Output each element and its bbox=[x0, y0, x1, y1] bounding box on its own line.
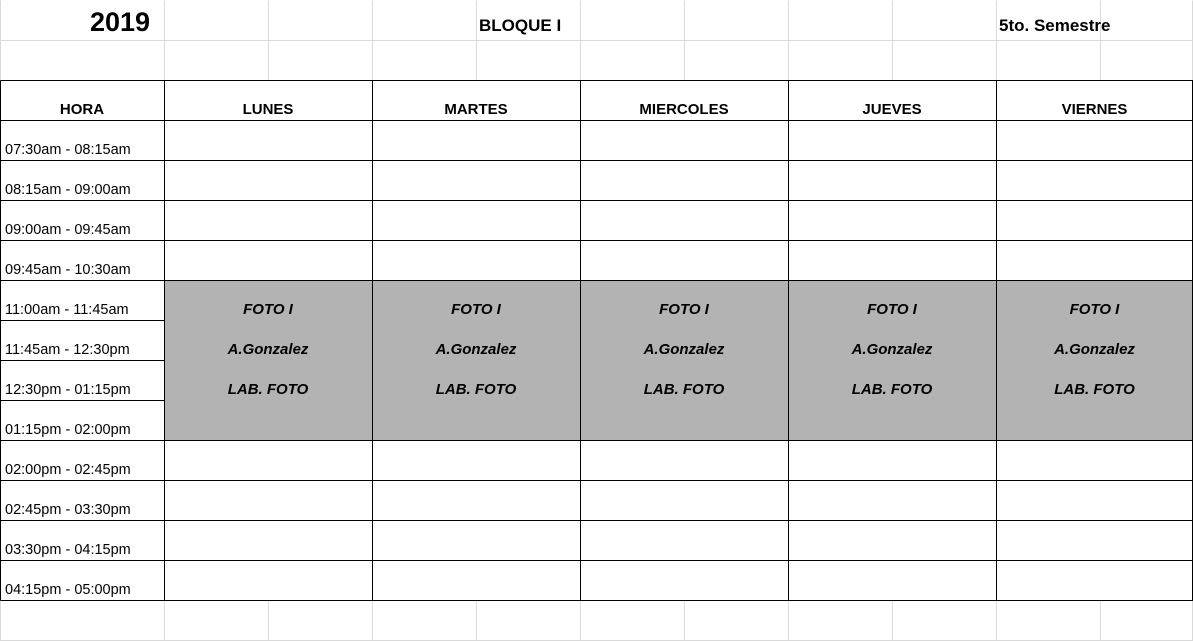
class-teacher-viernes: A.Gonzalez bbox=[1054, 341, 1135, 358]
class-subject-jueves: FOTO I bbox=[867, 301, 917, 318]
year-title: 2019 bbox=[90, 7, 151, 37]
time-slot: 03:30pm - 04:15pm bbox=[5, 542, 131, 558]
time-slot: 09:00am - 09:45am bbox=[5, 222, 131, 238]
column-header-jueves: JUEVES bbox=[862, 101, 922, 118]
column-header-lunes: LUNES bbox=[242, 101, 294, 118]
class-room-jueves: LAB. FOTO bbox=[851, 381, 933, 398]
class-room-martes: LAB. FOTO bbox=[435, 381, 517, 398]
time-slot: 07:30am - 08:15am bbox=[5, 142, 131, 158]
semester-title: 5to. Semestre bbox=[999, 16, 1111, 35]
class-subject-viernes: FOTO I bbox=[1069, 301, 1120, 318]
time-slot: 01:15pm - 02:00pm bbox=[5, 422, 131, 438]
class-teacher-martes: A.Gonzalez bbox=[435, 341, 517, 358]
class-teacher-lunes: A.Gonzalez bbox=[227, 341, 309, 358]
class-room-miercoles: LAB. FOTO bbox=[643, 381, 725, 398]
column-header-miercoles: MIERCOLES bbox=[639, 101, 729, 118]
time-slot: 02:45pm - 03:30pm bbox=[5, 502, 131, 518]
class-room-viernes: LAB. FOTO bbox=[1054, 381, 1135, 398]
time-slot: 08:15am - 09:00am bbox=[5, 182, 131, 198]
class-subject-martes: FOTO I bbox=[451, 301, 501, 318]
class-subject-lunes: FOTO I bbox=[243, 301, 293, 318]
class-teacher-miercoles: A.Gonzalez bbox=[643, 341, 725, 358]
block-title: BLOQUE I bbox=[479, 16, 562, 35]
class-subject-miercoles: FOTO I bbox=[659, 301, 709, 318]
time-slot: 11:45am - 12:30pm bbox=[5, 342, 130, 358]
time-slot: 04:15pm - 05:00pm bbox=[5, 582, 131, 598]
time-slot: 09:45am - 10:30am bbox=[5, 262, 131, 278]
column-header-hora: HORA bbox=[59, 101, 105, 118]
class-teacher-jueves: A.Gonzalez bbox=[851, 341, 933, 358]
class-room-lunes: LAB. FOTO bbox=[227, 381, 309, 398]
column-header-viernes: VIERNES bbox=[1061, 101, 1128, 118]
time-slot: 11:00am - 11:45am bbox=[5, 302, 129, 318]
column-header-martes: MARTES bbox=[444, 101, 508, 118]
time-slot: 02:00pm - 02:45pm bbox=[5, 462, 131, 478]
time-slot: 12:30pm - 01:15pm bbox=[5, 382, 131, 398]
